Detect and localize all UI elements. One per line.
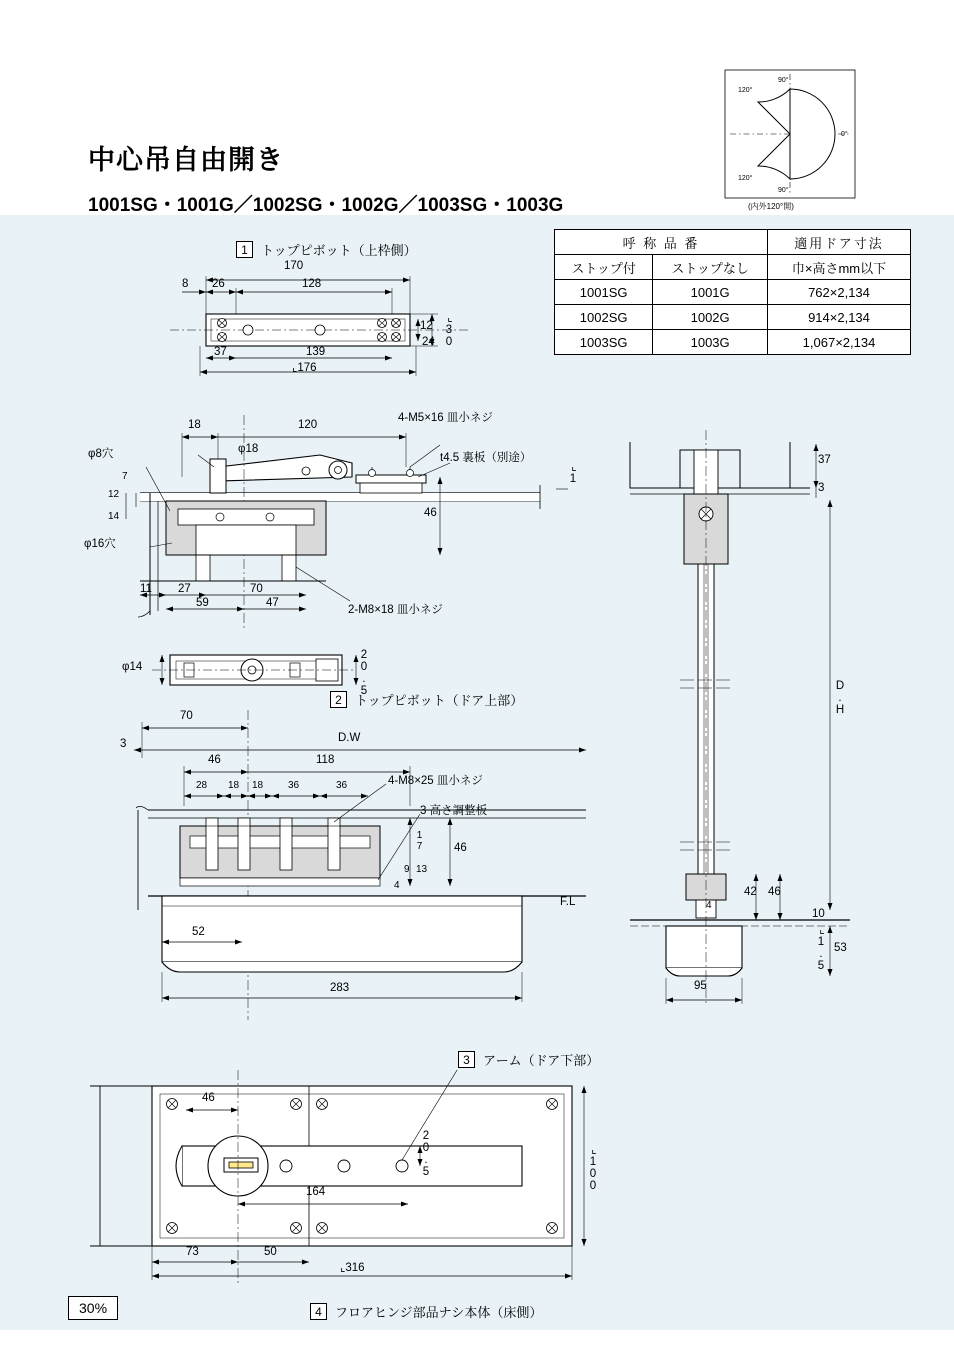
spec-table	[554, 229, 911, 355]
dim-46: 46	[208, 754, 221, 766]
note-height-plate: 3 高さ調整板	[420, 805, 488, 817]
dim-17: 17	[414, 830, 425, 852]
label-phi8-hole: φ8穴	[88, 448, 114, 460]
note-4-m8-25: 4-M8×25 皿小ネジ	[388, 775, 483, 787]
dim-316: ⌞316	[340, 1262, 365, 1274]
cell-nostop: 1003G	[653, 330, 768, 355]
dim-phi14: φ14	[122, 661, 143, 673]
dim-36b: 36	[336, 780, 348, 791]
table-row	[555, 305, 911, 330]
dim-18b: 18	[252, 780, 264, 791]
scale-badge: 30%	[68, 1296, 118, 1320]
cell-size: 762×2,134	[768, 280, 911, 305]
dim-30: ⌞30	[443, 310, 455, 348]
model-numbers: 1001SG・1001G／1002SG・1002G／1003SG・1003G	[88, 195, 564, 216]
dim-11: 11	[140, 583, 152, 595]
top-pivot-section-drawing	[84, 412, 600, 630]
dim-18: 18	[188, 419, 201, 431]
dim-70: 70	[180, 710, 193, 722]
dim-26: 26	[212, 278, 225, 290]
section-3-label: アーム（ドア下部）	[483, 1053, 600, 1068]
dim-36a: 36	[288, 780, 300, 791]
dim-3: 3	[120, 738, 127, 750]
svg-text:120°: 120°	[738, 175, 753, 182]
dim-14: 14	[108, 511, 120, 522]
dim-12: 12	[108, 489, 120, 500]
dim-t1: ⌞1	[567, 459, 579, 485]
cell-nostop: 1001G	[653, 280, 768, 305]
dim-139: 139	[306, 346, 326, 358]
dim-46: 46	[424, 507, 437, 519]
section-2-label: トップピボット（ドア上部）	[355, 693, 524, 708]
svg-text:90°: 90°	[778, 187, 789, 194]
dim-46b: 46	[454, 842, 467, 854]
section-1-number: 1	[236, 241, 253, 258]
spec-subheader-dims: 巾×高さmm以下	[768, 255, 911, 280]
spec-header-model: 呼 称 品 番	[555, 230, 768, 255]
dim-28: 28	[196, 780, 208, 791]
table-row	[555, 330, 911, 355]
section-1-caption	[236, 240, 417, 259]
note-backplate: t4.5 裏板（別途）	[440, 452, 532, 464]
dim-46: 46	[768, 886, 781, 898]
dim-37: 37	[214, 346, 227, 358]
dim-9: 9	[404, 864, 410, 875]
dim-283: 283	[330, 982, 350, 994]
section-4-label: フロアヒンジ部品ナシ本体（床側）	[335, 1305, 543, 1320]
note-4-m5-16: 4-M5×16 皿小ネジ	[398, 412, 493, 424]
floor-hinge-section-drawing	[120, 710, 600, 1020]
section-3-number: 3	[458, 1051, 475, 1068]
dim-24: 24	[422, 336, 435, 348]
dim-10: 10	[812, 908, 825, 920]
dim-dw: D.W	[338, 732, 361, 744]
dim-18a: 18	[228, 780, 240, 791]
section-3-caption	[458, 1050, 599, 1069]
arm-plan-drawing	[90, 1070, 620, 1285]
dim-dh: D.H	[834, 680, 846, 716]
table-row	[555, 280, 911, 305]
dim-phi18: φ18	[238, 443, 259, 455]
section-4-caption	[310, 1302, 542, 1321]
top-pivot-plan-drawing	[170, 262, 490, 382]
dim-100: ⌞100	[587, 1142, 599, 1192]
dim-46: 46	[202, 1092, 215, 1104]
section-1-label: トップピボット（上枠側）	[261, 243, 417, 258]
dim-37: 37	[818, 454, 831, 466]
cell-stop: 1002SG	[555, 305, 653, 330]
cell-size: 1,067×2,134	[768, 330, 911, 355]
dim-t1-5: ⌞1.5	[815, 922, 827, 972]
spec-subheader-stop: ストップ付	[555, 255, 653, 280]
label-phi16-hole: φ16穴	[84, 538, 116, 550]
dim-95: 95	[694, 980, 707, 992]
dim-73: 73	[186, 1246, 199, 1258]
dim-12: 12	[420, 320, 433, 332]
dim-20-5: 20.5	[358, 649, 370, 697]
dim-4: 4	[394, 880, 400, 891]
dim-70: 70	[250, 583, 263, 595]
cell-size: 914×2,134	[768, 305, 911, 330]
section-2-caption	[330, 690, 523, 709]
dim-13: 13	[416, 864, 428, 875]
dim-47: 47	[266, 597, 279, 609]
spec-header-size: 適用ドア寸法	[768, 230, 911, 255]
dim-176: ⌞176	[292, 362, 317, 374]
dim-118: 118	[316, 754, 335, 766]
dim-52: 52	[192, 926, 205, 938]
dim-4: 4	[706, 900, 712, 911]
dim-120: 120	[298, 419, 318, 431]
scale-badge-wrap	[68, 1300, 118, 1318]
svg-text:120°: 120°	[738, 87, 753, 94]
side-elevation-drawing	[620, 430, 920, 1020]
dim-50: 50	[264, 1246, 277, 1258]
dim-27: 27	[178, 583, 191, 595]
dim-128: 128	[302, 278, 322, 290]
section-4-number: 4	[310, 1303, 327, 1320]
cell-stop: 1001SG	[555, 280, 653, 305]
note-2-m8-18: 2-M8×18 皿小ネジ	[348, 604, 443, 616]
dim-20-5: 20.5	[420, 1130, 432, 1178]
dim-3: 3	[818, 482, 825, 494]
page-title: 中心吊自由開き	[88, 145, 284, 175]
opening-angle-diagram	[700, 62, 880, 222]
label-fl: F.L	[560, 896, 576, 908]
dim-7: 7	[122, 471, 128, 482]
svg-text:0°: 0°	[841, 131, 848, 138]
angle-caption: (内外120°開)	[748, 202, 794, 211]
dim-53: 53	[834, 942, 847, 954]
dim-170: 170	[284, 260, 304, 272]
dim-42: 42	[744, 886, 757, 898]
dim-8: 8	[182, 278, 189, 290]
dim-164: 164	[306, 1186, 326, 1198]
dim-59: 59	[196, 597, 209, 609]
section-2-number: 2	[330, 691, 347, 708]
cell-nostop: 1002G	[653, 305, 768, 330]
svg-text:90°: 90°	[778, 77, 789, 84]
cell-stop: 1003SG	[555, 330, 653, 355]
spec-subheader-nostop: ストップなし	[653, 255, 768, 280]
